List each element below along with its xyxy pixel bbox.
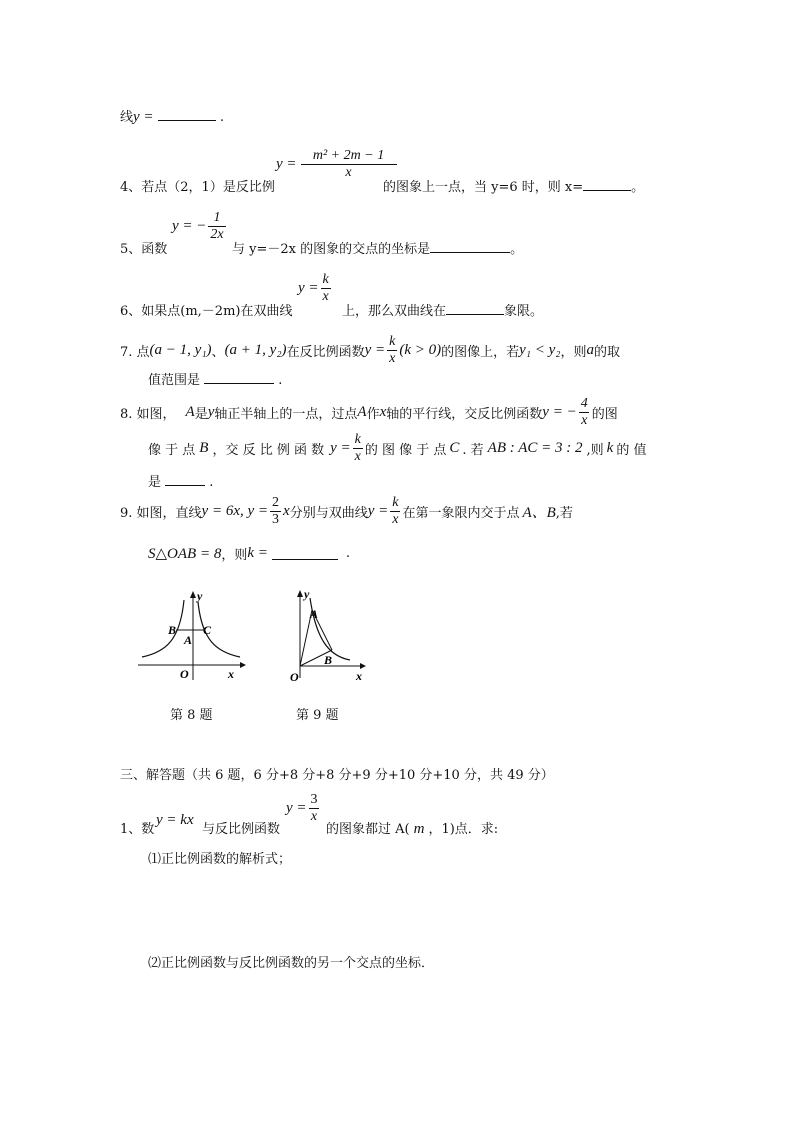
q8-end: .: [209, 475, 214, 490]
q5-formula-lhs: y = −: [172, 218, 207, 234]
q8-f: 的图: [591, 407, 618, 422]
q7-numerator: k: [389, 334, 396, 349]
q9-denominator: 3: [272, 512, 280, 527]
fig8-label-A: A: [184, 633, 193, 647]
p1-formula: [286, 792, 322, 825]
q8-fraction: [579, 396, 590, 429]
q9-numerator: 2: [272, 495, 280, 510]
q7-mid: 在反比例函数: [286, 345, 365, 360]
q7-point2: (a + 1, y₂): [224, 342, 287, 358]
q7-point1: (a − 1, y₁): [149, 342, 212, 358]
q8-line2a: 像 于 点: [148, 443, 196, 458]
q7-tail: 的图像上，若: [441, 345, 520, 360]
q8-d: 作: [366, 407, 380, 422]
q8-line2d: . 若: [462, 443, 484, 458]
q9-end: .: [345, 546, 351, 561]
figure-8: [136, 588, 248, 684]
q6-rest: [342, 300, 543, 319]
fig8-left-hyperbola: [142, 600, 184, 657]
p1-eq1: [156, 812, 194, 829]
fig8-label-B: B: [168, 623, 177, 637]
q8-line2: [148, 432, 646, 465]
p1-sub2: ⑵正比例函数与反比例函数的另一个交点的坐标．: [148, 956, 435, 971]
q8-var-B: B: [199, 440, 209, 456]
p1-tail: [326, 818, 498, 838]
q8-c: 轴正半轴上的一点，过点: [214, 407, 358, 422]
q7-inequality: y₁ < y₂: [519, 342, 561, 358]
fig8-label-x: x: [228, 667, 234, 681]
fig9-label-A: A: [310, 607, 319, 621]
p1-var-m: m: [413, 821, 425, 837]
q5-numerator: 1: [213, 210, 221, 225]
q5-rest-text: 与 y=－2x 的图象的交点的坐标是: [232, 242, 431, 257]
q9-b: 分别与双曲线: [289, 506, 368, 521]
q9-a: 9. 如图，直线: [120, 506, 202, 521]
q9-lhs: y =: [367, 503, 389, 519]
q6-num: [120, 300, 292, 319]
q4-answer-blank[interactable]: [583, 178, 631, 191]
q8-line3: [148, 471, 213, 490]
fig9-caption: 第 9 题: [296, 708, 339, 723]
q5-denominator: 2x: [210, 227, 224, 242]
q9-eq1: y = 6x, y =: [201, 503, 269, 519]
fig8-x-arrow: [240, 662, 246, 668]
q8-ratio: AB : AC = 3 : 2: [487, 440, 583, 456]
q6-rest-text: 上，那么双曲线在: [342, 304, 447, 319]
q8-a: 8. 如图，: [120, 407, 176, 422]
q6-fraction: [321, 272, 331, 305]
q4-rest: [383, 176, 644, 195]
figure-9: [286, 588, 386, 688]
q4-formula: [276, 148, 401, 181]
q8-answer-blank[interactable]: [165, 473, 205, 486]
p1-fraction: [309, 792, 320, 825]
q7-fraction: [387, 334, 397, 367]
q8-var-k: k: [606, 440, 614, 456]
q6-numerator: k: [322, 272, 329, 287]
q5-number-text: 5、函数: [120, 242, 168, 257]
q7-line1: [120, 334, 620, 367]
q9-fraction: [270, 495, 281, 528]
q5-num: [120, 238, 167, 257]
fig9-label-B: B: [324, 653, 333, 667]
q8-e: 轴的平行线，交反比例函数: [386, 407, 543, 422]
q6-end: 象限。: [504, 304, 544, 319]
q8-var-C: C: [449, 440, 460, 456]
q9-line1: [120, 495, 573, 528]
q7-answer-blank[interactable]: [204, 371, 274, 384]
p1-mid: [202, 818, 280, 837]
q8-line3-text: 是: [148, 475, 162, 490]
q7-prefix: 7. 点: [120, 345, 150, 360]
q4-number-text: 4、若点（2，1）是反比例: [120, 180, 275, 195]
q8-line2c: 的 图 像 于 点: [364, 443, 447, 458]
q8-lhs2: y =: [330, 440, 351, 456]
q9-points: A、B: [522, 505, 556, 521]
q8-line1: [120, 396, 618, 429]
q9-line2: [148, 544, 350, 563]
q8-denominator: x: [581, 413, 588, 428]
q7-lhs: y =: [364, 342, 386, 358]
q8-var-x: x: [379, 404, 387, 420]
q8-var-A2: A: [357, 404, 367, 420]
q4-rest-text: 的图象上一点，当 y=6 时，则 x=: [383, 180, 584, 195]
fig9-label-y: y: [304, 588, 310, 601]
fig8-label-y: y: [197, 589, 203, 603]
q7-denominator: x: [389, 351, 396, 366]
p1-tail2: ，1)点．求:: [428, 822, 499, 837]
fig8-label-O: O: [180, 667, 189, 681]
q6-answer-blank[interactable]: [446, 302, 504, 315]
q9-numerator2: k: [392, 495, 399, 510]
fig9-label-O: O: [290, 670, 299, 684]
q9-area: S△OAB = 8: [148, 546, 222, 562]
p1-eq1-text: y = kx: [156, 812, 194, 828]
q5-formula: [172, 210, 228, 243]
p1-mid-text: 与反比例函数: [202, 822, 281, 837]
q3-tail-line: [120, 106, 224, 126]
q8-line2b: ，交 反 比 例 函 数: [212, 443, 325, 458]
p1-num: [120, 818, 154, 837]
p1-sub1: ⑴正比例函数的解析式；: [148, 852, 292, 867]
q8-line2f: 的 值: [616, 443, 647, 458]
q4-denominator: x: [301, 164, 397, 181]
q5-rest: [232, 238, 523, 257]
q9-denominator2: x: [392, 512, 399, 527]
q8-b: 是: [194, 407, 208, 422]
fig8-y-arrow: [190, 591, 196, 598]
q4-numerator: m² + 2m − 1: [312, 148, 385, 163]
q9-var-k: k =: [247, 545, 268, 561]
q8-fraction2: [353, 432, 363, 465]
q5-end: 。: [510, 242, 524, 257]
p1-tail-text: 的图象都过 A(: [326, 822, 410, 837]
q9-d: ,若: [555, 506, 573, 521]
q8-line2e: ,则: [586, 443, 604, 458]
q8-var-y: y: [207, 404, 215, 420]
q8-numerator: 4: [580, 396, 588, 411]
q8-lhs: y = −: [542, 404, 577, 420]
q7-condition: (k > 0): [399, 342, 442, 358]
q9-fraction2: [390, 495, 400, 528]
fig8-label-C: C: [203, 623, 212, 637]
q7-tail3: 的取: [594, 345, 621, 360]
q5-answer-blank[interactable]: [430, 240, 510, 253]
q7-end: .: [278, 373, 283, 388]
p1-number-text: 1、数: [120, 822, 155, 837]
q6-formula: [298, 272, 333, 305]
p1-lhs: y =: [286, 800, 307, 816]
q6-denominator: x: [322, 289, 329, 304]
q8-var-A: A: [185, 404, 195, 420]
q9-answer-blank[interactable]: [272, 547, 338, 560]
q3-tail-eq: y =: [133, 109, 154, 125]
q3-tail-prefix: 线: [120, 110, 134, 125]
q4-text: [120, 176, 275, 195]
q7-tail2: ，则: [560, 345, 587, 360]
q8-numerator2: k: [354, 432, 361, 447]
q3-tail-end: .: [219, 110, 224, 125]
q7-line2: [148, 369, 282, 388]
q8-denominator2: x: [354, 449, 361, 464]
q7-line2-text: 值范围是: [148, 373, 201, 388]
q6-formula-lhs: y =: [298, 280, 319, 296]
fig8-caption: 第 8 题: [170, 708, 213, 723]
q9-var-x: x: [283, 503, 290, 519]
p1-denominator: x: [310, 809, 318, 824]
fig9-y-arrow: [297, 590, 303, 597]
q4-formula-lhs: y =: [276, 156, 297, 172]
q9-e: ，则: [221, 548, 248, 563]
q7-var-a: a: [586, 342, 595, 358]
q7-separator: 、: [211, 345, 225, 360]
section3-title: 三、解答题（共 6 题，6 分+8 分+8 分+9 分+10 分+10 分，共 49 分）: [120, 768, 554, 783]
q3-answer-blank[interactable]: [158, 108, 216, 121]
q4-end: 。: [631, 180, 645, 195]
q9-c: 在第一象限内交于点: [402, 506, 520, 521]
fig9-label-x: x: [356, 669, 362, 683]
q5-fraction: [208, 210, 225, 243]
p1-numerator: 3: [310, 792, 318, 807]
q6-number-text: 6、如果点(m,－2m)在双曲线: [120, 304, 293, 319]
